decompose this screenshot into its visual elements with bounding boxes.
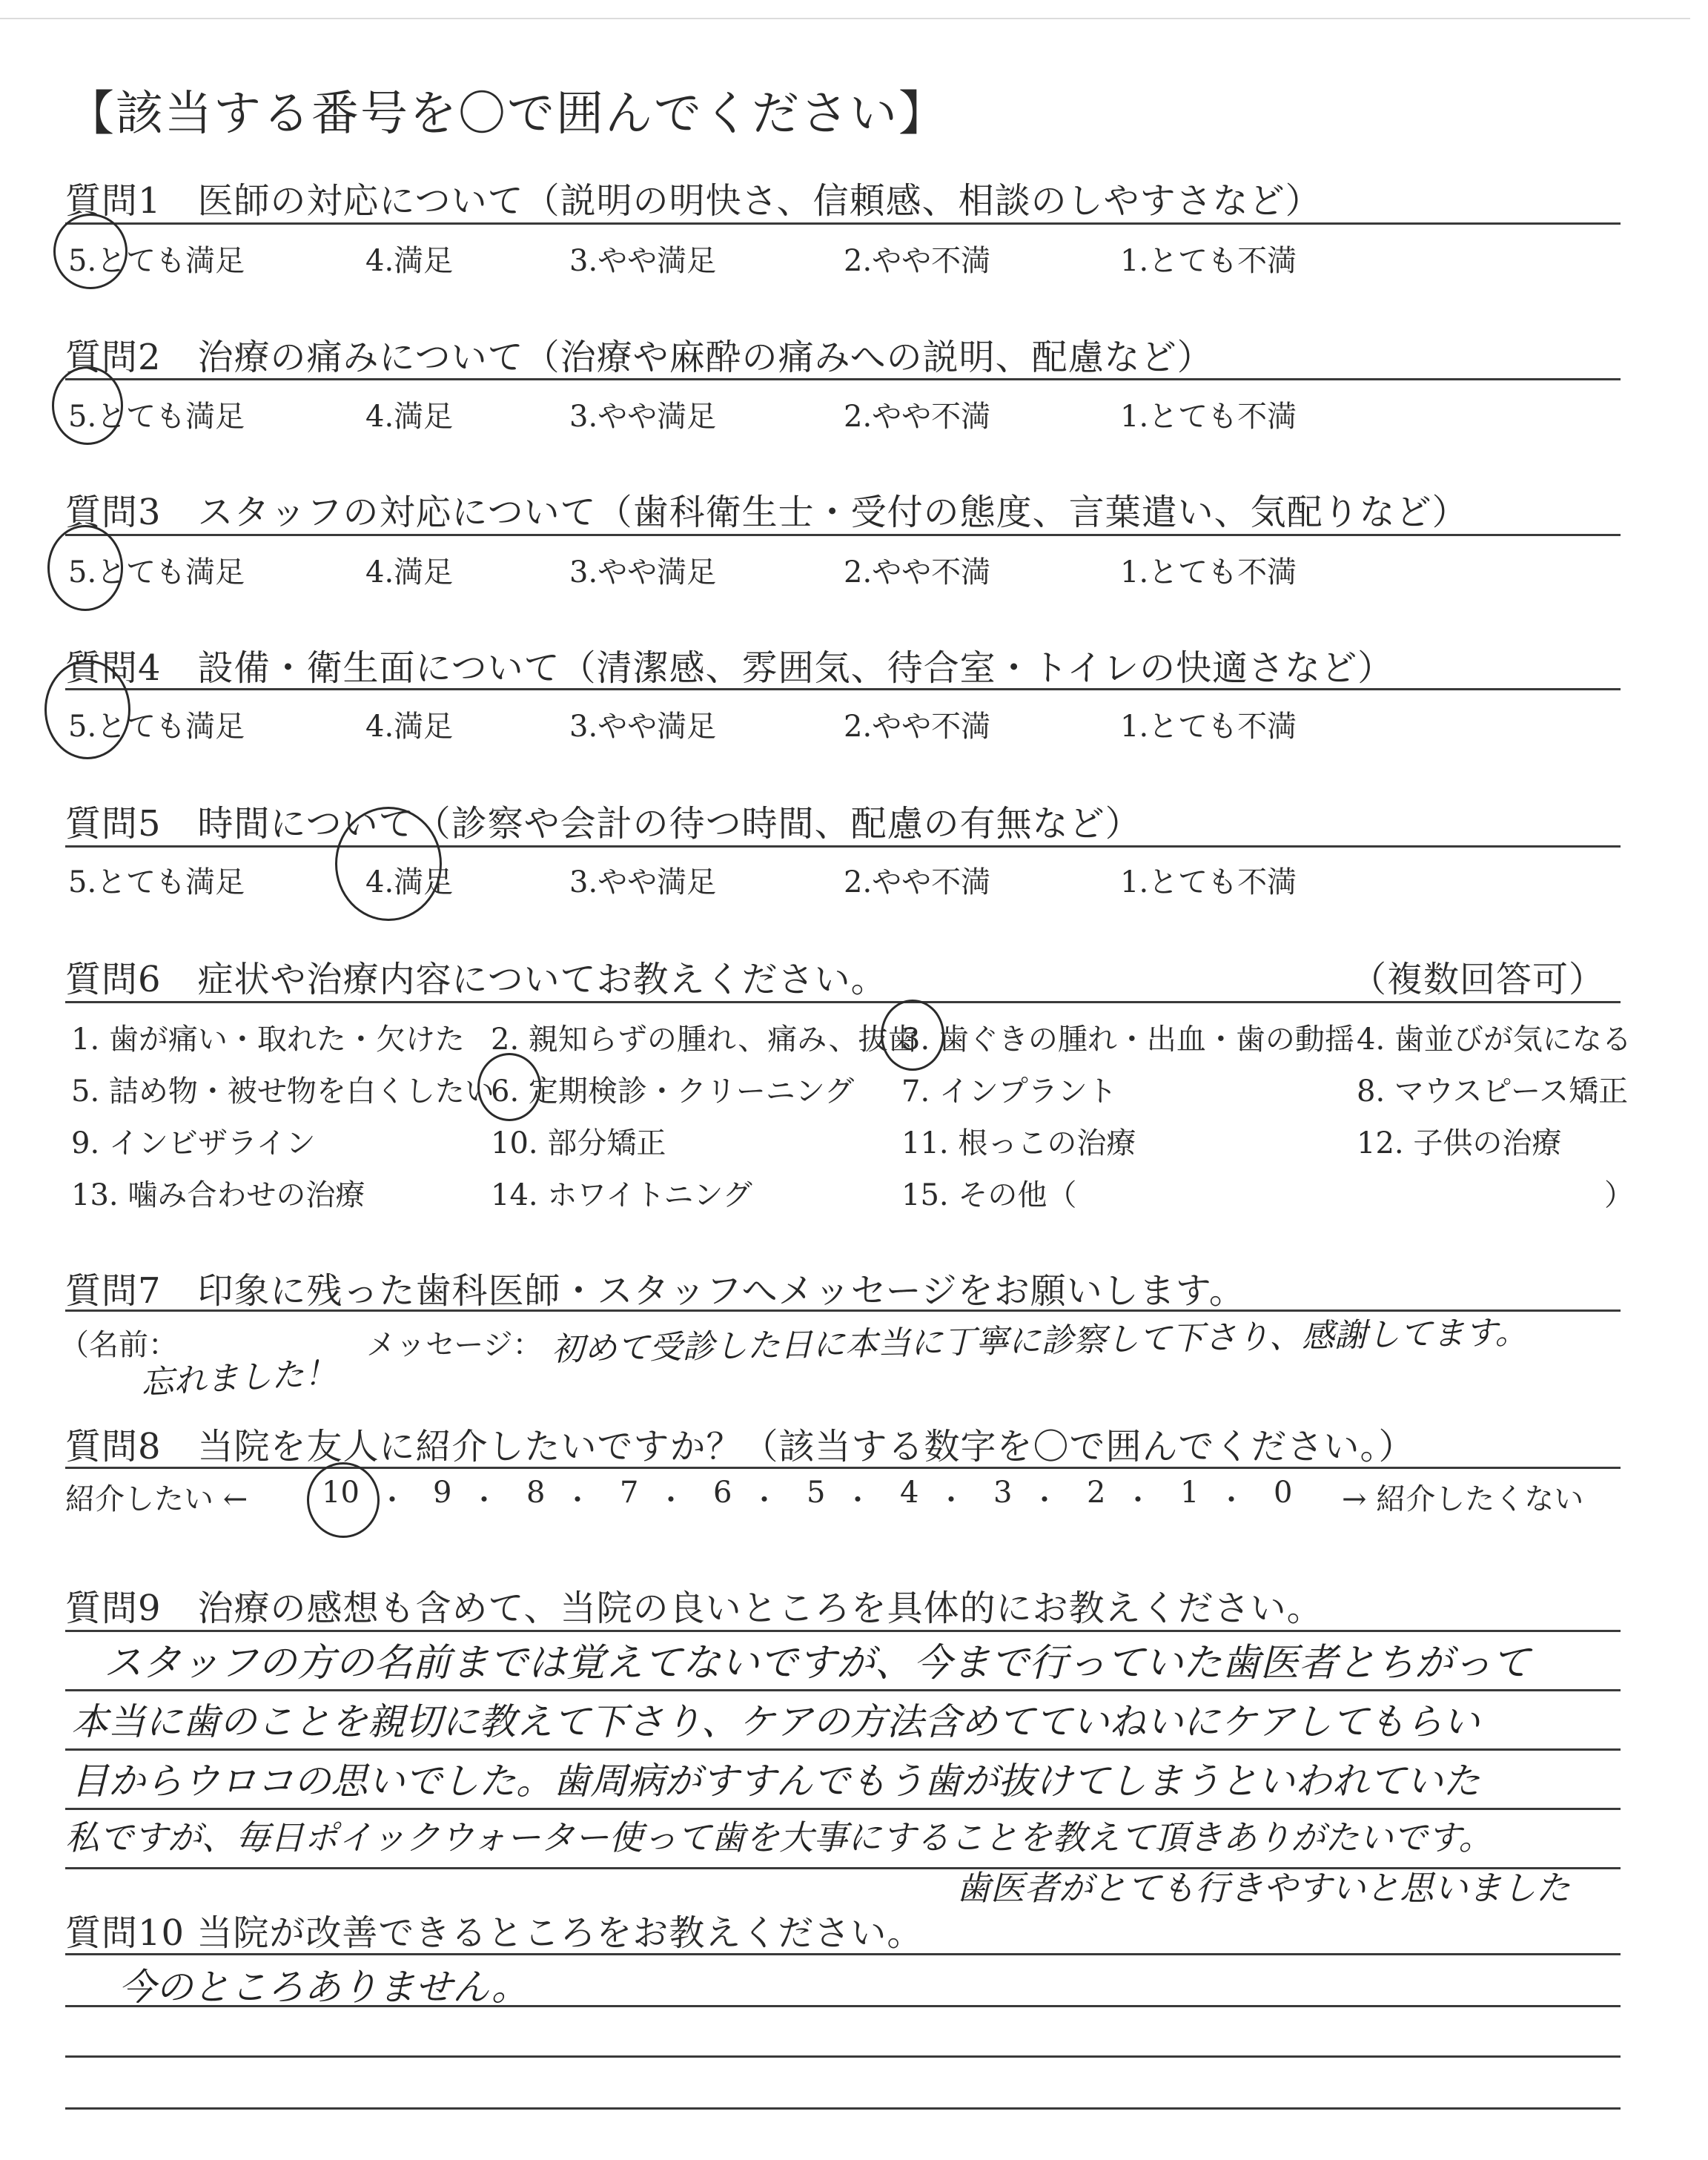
answer-line: [65, 1748, 1621, 1751]
q1-selection-circle: [53, 214, 128, 289]
q4-option-5[interactable]: 5.とても満足: [68, 710, 245, 744]
q7-name-value[interactable]: 忘れました！: [140, 1354, 338, 1402]
q4-selection-circle: [44, 660, 130, 759]
q4-option-4[interactable]: 4.満足: [365, 710, 454, 744]
q1-option-4[interactable]: 4.満足: [365, 244, 454, 278]
divider: [65, 1467, 1621, 1469]
q3-option-4[interactable]: 4.満足: [365, 555, 454, 589]
q6-item-2[interactable]: 2. 親知らずの腫れ、痛み、抜歯: [491, 1023, 918, 1057]
q3-selection-circle: [47, 525, 123, 611]
q8-scale-2[interactable]: 2: [1087, 1476, 1106, 1510]
q6-item-7[interactable]: 7. インプラント: [901, 1074, 1117, 1109]
q9-answer-line-4[interactable]: 私ですが、毎日ポイックウォーター使って歯を大事にすることを教えて頂きありがたいです。: [65, 1817, 1493, 1857]
answer-line: [65, 2107, 1621, 2110]
q8-dot: ・: [1124, 1484, 1153, 1516]
q1-option-2[interactable]: 2.やや不満: [844, 244, 991, 278]
q4-option-2[interactable]: 2.やや不満: [844, 710, 991, 744]
q6-item-15-close: ）: [1604, 1178, 1634, 1212]
q6-item-1[interactable]: 1. 歯が痛い・取れた・欠けた: [71, 1023, 465, 1057]
q1-option-3[interactable]: 3.やや満足: [569, 244, 717, 278]
question-8-title: 質問8 当院を友人に紹介したいですか？（該当する数字を〇で囲んでください。）: [65, 1426, 1415, 1467]
q7-message-value[interactable]: 初めて受診した日に本当に丁寧に診察して下さり、感謝してます。: [551, 1313, 1528, 1369]
q6-item-15[interactable]: 15. その他（: [901, 1178, 1077, 1212]
q3-option-5[interactable]: 5.とても満足: [68, 555, 245, 589]
q5-option-1[interactable]: 1.とても不満: [1120, 865, 1297, 899]
q8-scale-4[interactable]: 4: [900, 1476, 919, 1510]
q2-option-5[interactable]: 5.とても満足: [68, 400, 245, 434]
question-6-title: 質問6 症状や治療内容についてお教えください。: [65, 959, 887, 1000]
question-3-title: 質問3 スタッフの対応について（歯科衛生士・受付の態度、言葉遣い、気配りなど）: [65, 492, 1469, 533]
q5-option-4[interactable]: 4.満足: [365, 865, 454, 899]
q6-multiple-answer-note: （複数回答可）: [1351, 959, 1606, 1000]
answer-line: [65, 2055, 1621, 2058]
q2-selection-circle: [52, 366, 123, 445]
q3-option-3[interactable]: 3.やや満足: [569, 555, 717, 589]
q8-dot: ・: [1030, 1484, 1059, 1516]
q6-item-14[interactable]: 14. ホワイトニング: [491, 1178, 752, 1212]
q8-scale-5[interactable]: 5: [807, 1476, 826, 1510]
q8-dot: ・: [563, 1484, 592, 1516]
q6-item-3-selection-circle: [881, 1000, 944, 1071]
q6-item-4[interactable]: 4. 歯並びが気になる: [1357, 1023, 1632, 1057]
q9-answer-line-5[interactable]: 歯医者がとても行きやすいと思いました: [956, 1868, 1570, 1908]
q8-scale-7[interactable]: 7: [620, 1476, 639, 1510]
q5-option-5[interactable]: 5.とても満足: [68, 865, 245, 899]
divider: [65, 688, 1621, 690]
q6-item-6[interactable]: 6. 定期検診・クリーニング: [491, 1074, 855, 1109]
q6-item-6-selection-circle: [477, 1053, 541, 1121]
divider: [65, 222, 1621, 225]
q8-selection-circle: [307, 1462, 380, 1538]
q10-answer[interactable]: 今のところありません。: [119, 1966, 529, 2009]
divider: [65, 1001, 1621, 1003]
q6-item-9[interactable]: 9. インビザライン: [71, 1126, 316, 1160]
q1-option-1[interactable]: 1.とても不満: [1120, 244, 1297, 278]
q6-item-3[interactable]: 3. 歯ぐきの腫れ・出血・歯の動揺: [901, 1023, 1354, 1057]
question-1-title: 質問1 医師の対応について（説明の明快さ、信頼感、相談のしやすさなど）: [65, 180, 1322, 222]
divider: [65, 534, 1621, 536]
q6-item-13[interactable]: 13. 噛み合わせの治療: [71, 1178, 365, 1212]
question-10-title: 質問10 当院が改善できるところをお教えください。: [65, 1912, 924, 1954]
q7-name-label: （名前：: [59, 1328, 178, 1362]
q8-dot: ・: [937, 1484, 966, 1516]
q6-item-5[interactable]: 5. 詰め物・被せ物を白くしたい: [71, 1074, 494, 1109]
q4-option-1[interactable]: 1.とても不満: [1120, 710, 1297, 744]
question-4-title: 質問4 設備・衛生面について（清潔感、雰囲気、待合室・トイレの快適さなど）: [65, 647, 1394, 689]
question-9-title: 質問9 治療の感想も含めて、当院の良いところを具体的にお教えください。: [65, 1588, 1323, 1629]
q7-message-label: メッセージ：: [366, 1328, 543, 1362]
question-7-title: 質問7 印象に残った歯科医師・スタッフへメッセージをお願いします。: [65, 1270, 1245, 1312]
q5-option-3[interactable]: 3.やや満足: [569, 865, 717, 899]
q2-option-1[interactable]: 1.とても不満: [1120, 400, 1297, 434]
scan-edge: [0, 18, 1690, 19]
divider: [65, 378, 1621, 380]
q8-scale-3[interactable]: 3: [993, 1476, 1013, 1510]
q8-scale-6[interactable]: 6: [713, 1476, 732, 1510]
q8-scale-10[interactable]: 10: [322, 1476, 360, 1510]
q1-option-5[interactable]: 5.とても満足: [68, 244, 245, 278]
q2-option-2[interactable]: 2.やや不満: [844, 400, 991, 434]
q8-dot: ・: [657, 1484, 686, 1516]
q8-dot: ・: [1217, 1484, 1246, 1516]
q6-item-8[interactable]: 8. マウスピース矯正: [1357, 1074, 1629, 1109]
page-title: 【該当する番号を〇で囲んでください】: [67, 87, 947, 142]
question-2-title: 質問2 治療の痛みについて（治療や麻酔の痛みへの説明、配慮など）: [65, 337, 1214, 378]
answer-line: [65, 1689, 1621, 1691]
q5-selection-circle: [335, 807, 442, 921]
q6-item-11[interactable]: 11. 根っこの治療: [901, 1126, 1136, 1160]
q2-option-3[interactable]: 3.やや満足: [569, 400, 717, 434]
q6-item-10[interactable]: 10. 部分矯正: [491, 1126, 666, 1160]
divider: [65, 1953, 1621, 1955]
q3-option-2[interactable]: 2.やや不満: [844, 555, 991, 589]
q8-scale-1[interactable]: 1: [1180, 1476, 1199, 1510]
q8-dot: ・: [378, 1484, 407, 1516]
q8-scale-0[interactable]: 0: [1274, 1476, 1293, 1510]
q5-option-2[interactable]: 2.やや不満: [844, 865, 991, 899]
q9-answer-line-2[interactable]: 本当に歯のことを親切に教えて下さり、ケアの方法含めてていねいにケアしてもらい: [71, 1700, 1480, 1743]
divider: [65, 845, 1621, 848]
q4-option-3[interactable]: 3.やや満足: [569, 710, 717, 744]
q6-item-12[interactable]: 12. 子供の治療: [1357, 1126, 1562, 1160]
answer-line: [65, 1808, 1621, 1810]
q8-dot: ・: [470, 1484, 499, 1516]
q9-answer-line-3[interactable]: 目からウロコの思いでした。歯周病がすすんでもう歯が抜けてしまうといわれていた: [71, 1760, 1480, 1803]
q8-right-label: → 紹介したくない: [1342, 1482, 1584, 1516]
q9-answer-line-1[interactable]: スタッフの方の名前までは覚えてないですが、今まで行っていた歯医者とちがって: [104, 1641, 1531, 1685]
q2-option-4[interactable]: 4.満足: [365, 400, 454, 434]
q8-left-label: 紹介したい ←: [65, 1482, 248, 1516]
q8-dot: ・: [750, 1484, 779, 1516]
question-5-title: 質問5 時間について（診察や会計の待つ時間、配慮の有無など）: [65, 803, 1142, 845]
q8-scale-9[interactable]: 9: [433, 1476, 452, 1510]
q3-option-1[interactable]: 1.とても不満: [1120, 555, 1297, 589]
q8-dot: ・: [844, 1484, 873, 1516]
q8-scale-8[interactable]: 8: [526, 1476, 546, 1510]
